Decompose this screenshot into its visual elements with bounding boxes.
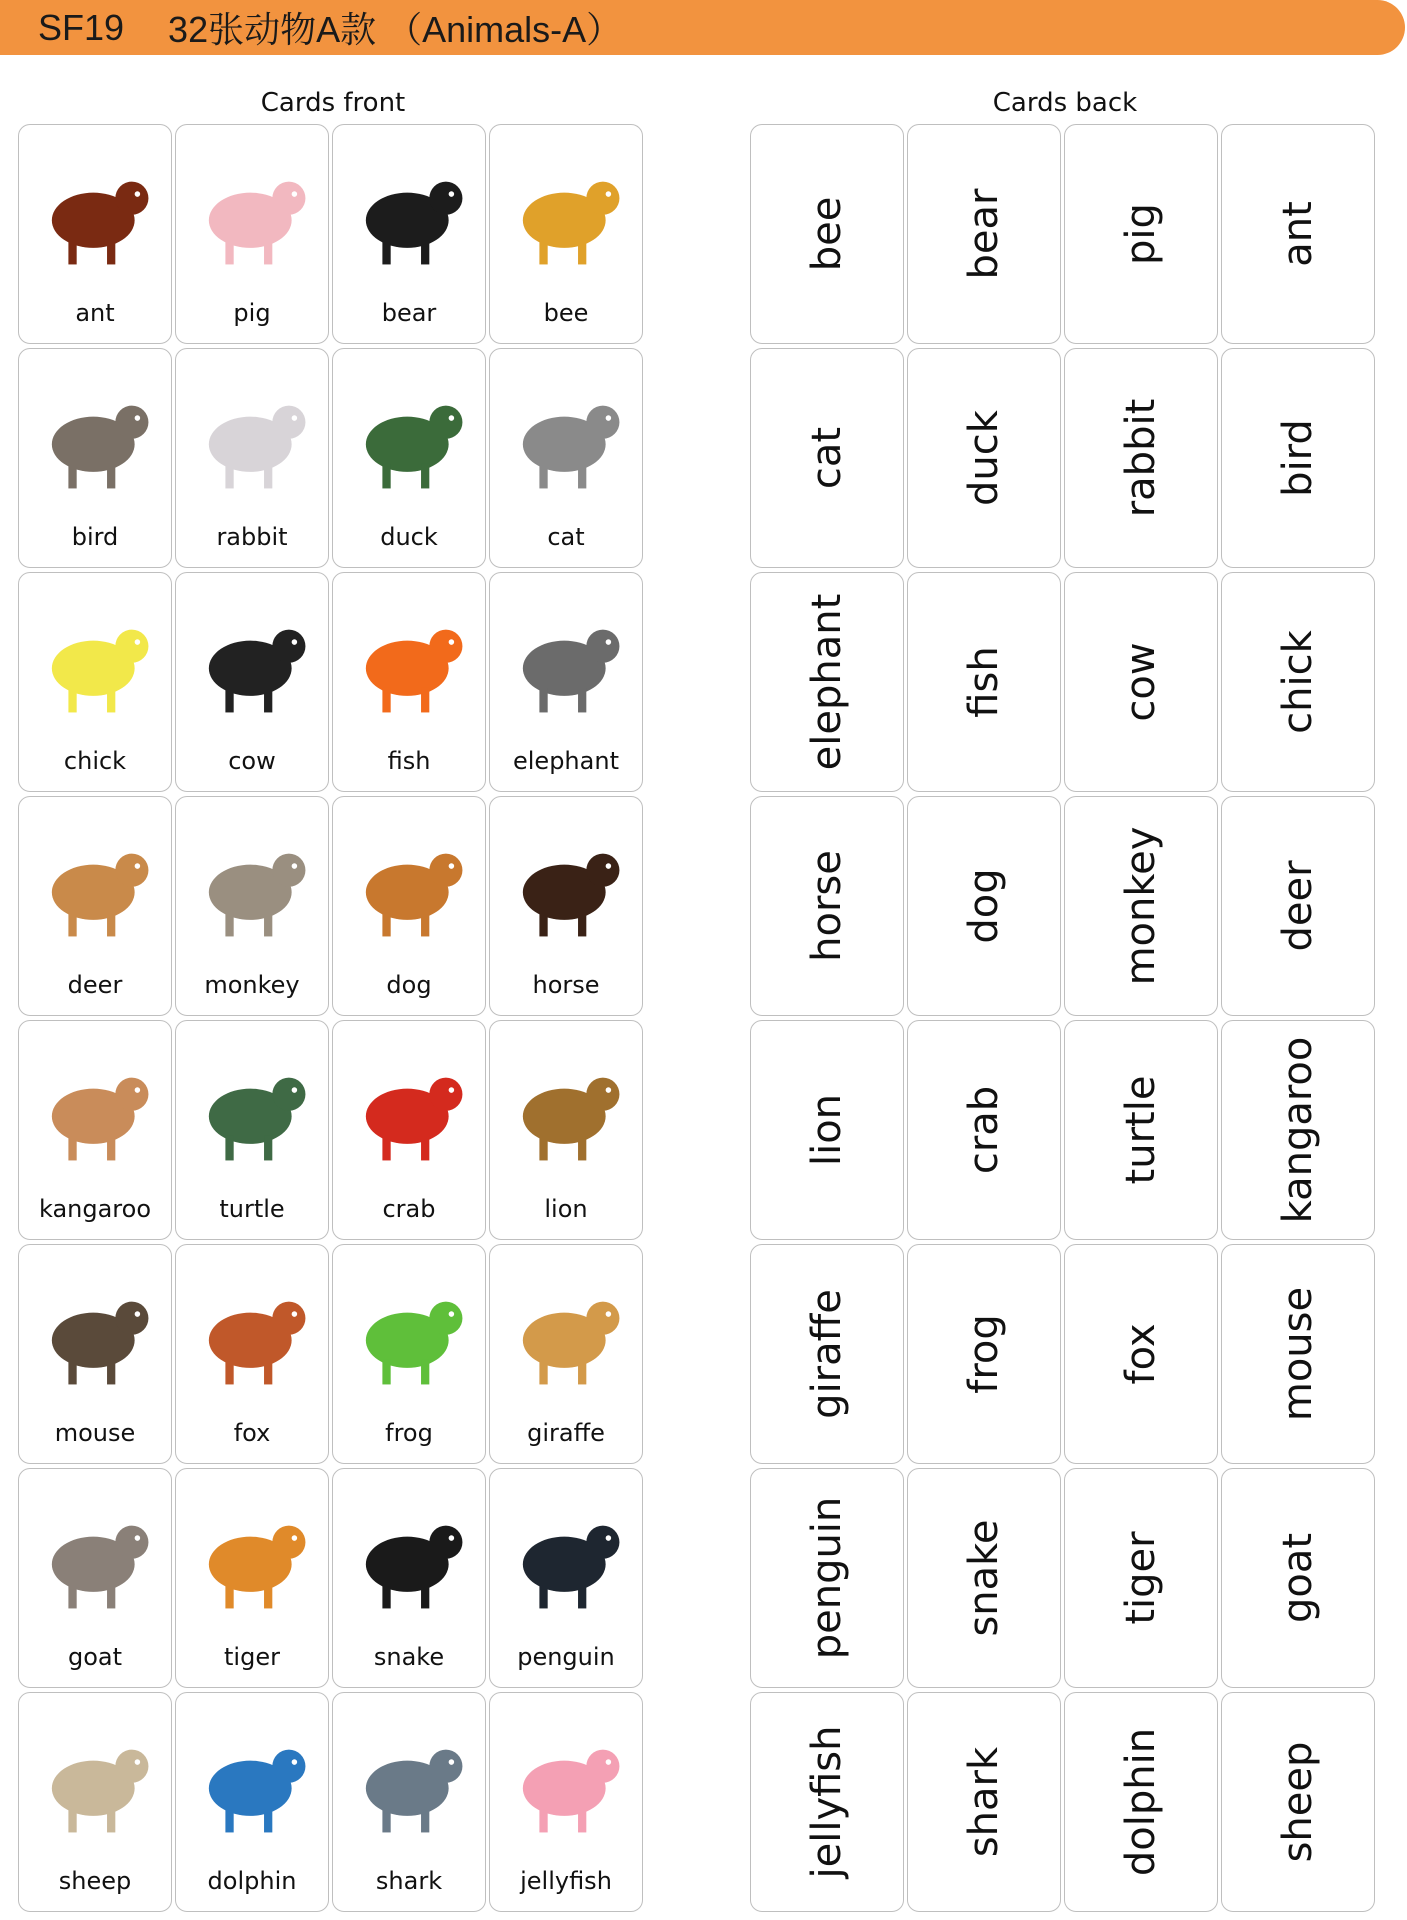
back-card-label: shark (961, 1746, 1007, 1858)
monkey-icon (184, 815, 322, 953)
ant-icon (27, 143, 165, 281)
product-title: 32张动物A款 （Animals-A） (168, 9, 623, 50)
tiger-icon (184, 1487, 322, 1625)
front-card-chick (18, 572, 172, 792)
back-card-label: bear (961, 188, 1007, 280)
front-card-crab (332, 1020, 486, 1240)
back-card-label: fish (961, 646, 1007, 718)
bee-icon (498, 143, 636, 281)
front-card-duck (332, 348, 486, 568)
back-card-label: monkey (1118, 826, 1164, 986)
front-card-label: mouse (54, 1419, 136, 1447)
snake-icon (341, 1487, 479, 1625)
front-card-penguin (489, 1468, 643, 1688)
front-card-shark (332, 1692, 486, 1912)
front-card-dolphin (175, 1692, 329, 1912)
front-card-label: sheep (58, 1867, 132, 1895)
front-card-label: frog (385, 1419, 433, 1447)
front-card-pig (175, 124, 329, 344)
front-card-giraffe (489, 1244, 643, 1464)
deer-icon (27, 815, 165, 953)
back-card-giraffe (750, 1244, 904, 1464)
dog-icon (341, 815, 479, 953)
back-card-cow (1064, 572, 1218, 792)
turtle-icon (184, 1039, 322, 1177)
front-card-label: penguin (517, 1643, 615, 1671)
front-card-mouse (18, 1244, 172, 1464)
pig-icon (184, 143, 322, 281)
dolphin-icon (184, 1711, 322, 1849)
back-card-bird (1221, 348, 1375, 568)
front-card-bear (332, 124, 486, 344)
front-card-label: bear (381, 299, 437, 327)
back-card-label: jellyfish (804, 1725, 850, 1879)
back-card-label: bird (1275, 419, 1321, 497)
jellyfish-icon (498, 1711, 636, 1849)
cards-back-caption: Cards back (992, 88, 1138, 118)
giraffe-icon (498, 1263, 636, 1401)
back-card-label: pig (1118, 203, 1164, 265)
back-card-shark (907, 1692, 1061, 1912)
back-card-mouse (1221, 1244, 1375, 1464)
front-card-label: chick (63, 747, 127, 775)
back-card-penguin (750, 1468, 904, 1688)
front-card-label: monkey (204, 971, 300, 999)
front-card-label: goat (67, 1643, 123, 1671)
back-card-label: kangaroo (1275, 1036, 1321, 1224)
front-card-bird (18, 348, 172, 568)
back-card-label: mouse (1275, 1286, 1321, 1422)
back-card-duck (907, 348, 1061, 568)
front-card-label: dolphin (207, 1867, 297, 1895)
back-card-bear (907, 124, 1061, 344)
back-card-label: elephant (804, 593, 850, 771)
chick-icon (27, 591, 165, 729)
back-card-turtle (1064, 1020, 1218, 1240)
front-card-fox (175, 1244, 329, 1464)
back-card-label: horse (804, 850, 850, 962)
back-card-monkey (1064, 796, 1218, 1016)
back-card-label: giraffe (804, 1289, 850, 1419)
front-card-horse (489, 796, 643, 1016)
goat-icon (27, 1487, 165, 1625)
front-card-tiger (175, 1468, 329, 1688)
frog-icon (341, 1263, 479, 1401)
front-card-monkey (175, 796, 329, 1016)
back-card-snake (907, 1468, 1061, 1688)
mouse-icon (27, 1263, 165, 1401)
back-card-ant (1221, 124, 1375, 344)
back-card-label: lion (804, 1093, 850, 1167)
rabbit-icon (184, 367, 322, 505)
back-card-sheep (1221, 1692, 1375, 1912)
back-card-label: dolphin (1118, 1727, 1164, 1877)
front-card-label: rabbit (216, 523, 288, 551)
back-card-label: rabbit (1118, 398, 1164, 518)
front-card-goat (18, 1468, 172, 1688)
back-card-fish (907, 572, 1061, 792)
back-card-label: cat (804, 426, 850, 490)
front-card-label: shark (375, 1867, 443, 1895)
back-card-label: goat (1275, 1532, 1321, 1624)
back-card-label: ant (1275, 201, 1321, 267)
front-card-label: cow (228, 747, 276, 775)
back-card-elephant (750, 572, 904, 792)
back-card-label: chick (1275, 630, 1321, 734)
back-card-label: penguin (804, 1496, 850, 1660)
front-card-turtle (175, 1020, 329, 1240)
back-card-horse (750, 796, 904, 1016)
back-card-label: frog (961, 1314, 1007, 1394)
product-code: SF19 (38, 6, 125, 48)
front-card-label: ant (75, 299, 115, 327)
back-card-cat (750, 348, 904, 568)
front-card-label: horse (532, 971, 600, 999)
kangaroo-icon (27, 1039, 165, 1177)
back-card-bee (750, 124, 904, 344)
shark-icon (341, 1711, 479, 1849)
front-card-bee (489, 124, 643, 344)
back-card-label: fox (1118, 1323, 1164, 1385)
cow-icon (184, 591, 322, 729)
bear-icon (341, 143, 479, 281)
front-card-label: tiger (224, 1643, 280, 1671)
back-card-label: dog (961, 868, 1007, 944)
duck-icon (341, 367, 479, 505)
front-card-frog (332, 1244, 486, 1464)
crab-icon (341, 1039, 479, 1177)
back-card-jellyfish (750, 1692, 904, 1912)
front-card-lion (489, 1020, 643, 1240)
front-card-label: deer (67, 971, 123, 999)
front-card-snake (332, 1468, 486, 1688)
back-card-label: bee (804, 196, 850, 272)
back-card-kangaroo (1221, 1020, 1375, 1240)
front-card-label: pig (233, 299, 271, 327)
front-card-label: dog (386, 971, 432, 999)
front-card-jellyfish (489, 1692, 643, 1912)
front-card-rabbit (175, 348, 329, 568)
sheep-icon (27, 1711, 165, 1849)
front-card-label: elephant (513, 747, 619, 775)
front-card-kangaroo (18, 1020, 172, 1240)
back-card-label: deer (1275, 860, 1321, 952)
front-card-label: bee (543, 299, 589, 327)
front-card-label: turtle (219, 1195, 285, 1223)
back-card-pig (1064, 124, 1218, 344)
front-card-label: fish (387, 747, 431, 775)
front-card-ant (18, 124, 172, 344)
back-card-frog (907, 1244, 1061, 1464)
back-card-dog (907, 796, 1061, 1016)
back-card-label: snake (961, 1519, 1007, 1637)
horse-icon (498, 815, 636, 953)
front-card-dog (332, 796, 486, 1016)
back-card-label: duck (961, 410, 1007, 506)
back-card-deer (1221, 796, 1375, 1016)
back-card-crab (907, 1020, 1061, 1240)
front-card-elephant (489, 572, 643, 792)
elephant-icon (498, 591, 636, 729)
front-card-fish (332, 572, 486, 792)
back-card-label: cow (1118, 642, 1164, 722)
fox-icon (184, 1263, 322, 1401)
front-card-label: cat (547, 523, 585, 551)
front-card-label: giraffe (527, 1419, 605, 1447)
back-card-label: sheep (1275, 1741, 1321, 1863)
front-card-deer (18, 796, 172, 1016)
cards-front-caption: Cards front (260, 88, 406, 118)
title-banner (0, 0, 1405, 55)
penguin-icon (498, 1487, 636, 1625)
bird-icon (27, 367, 165, 505)
front-card-label: duck (380, 523, 438, 551)
front-card-sheep (18, 1692, 172, 1912)
back-card-fox (1064, 1244, 1218, 1464)
lion-icon (498, 1039, 636, 1177)
back-card-lion (750, 1020, 904, 1240)
front-card-label: kangaroo (38, 1195, 152, 1223)
fish-icon (341, 591, 479, 729)
cat-icon (498, 367, 636, 505)
back-card-dolphin (1064, 1692, 1218, 1912)
front-card-label: lion (544, 1195, 588, 1223)
front-card-label: bird (71, 523, 119, 551)
back-card-tiger (1064, 1468, 1218, 1688)
front-card-cat (489, 348, 643, 568)
front-card-label: fox (233, 1419, 271, 1447)
front-card-label: crab (382, 1195, 436, 1223)
back-card-label: turtle (1118, 1075, 1164, 1185)
back-card-label: tiger (1118, 1531, 1164, 1625)
front-card-cow (175, 572, 329, 792)
back-card-goat (1221, 1468, 1375, 1688)
front-card-label: snake (373, 1643, 445, 1671)
back-card-rabbit (1064, 348, 1218, 568)
front-card-label: jellyfish (520, 1867, 612, 1895)
back-card-chick (1221, 572, 1375, 792)
back-card-label: crab (961, 1085, 1007, 1175)
